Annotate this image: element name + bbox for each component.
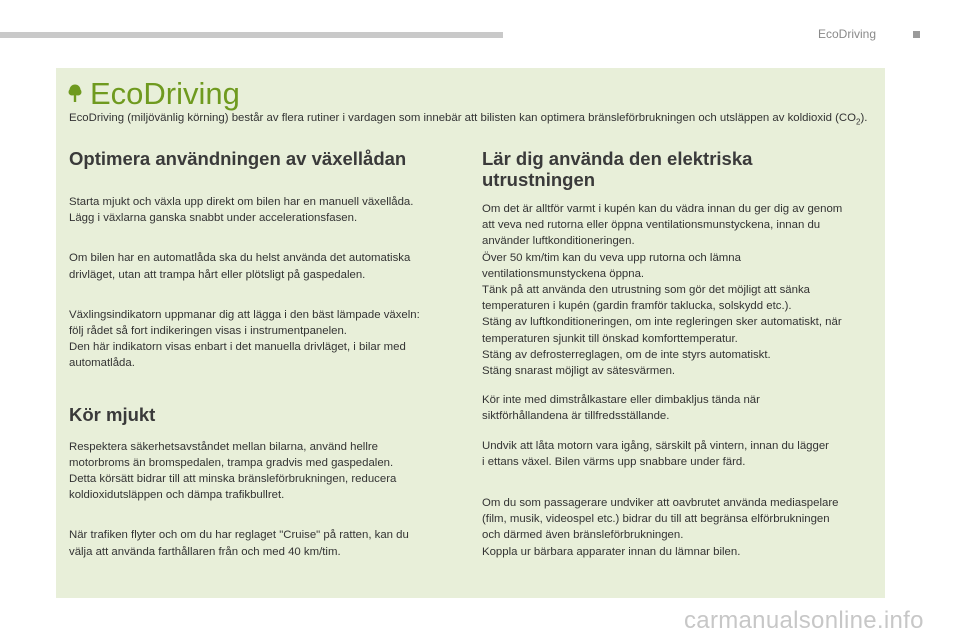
electric-paragraph-1: Om det är alltför varmt i kupén kan du vädra innan du ger dig av genom att veva ned rutorna eller öppna ventilationsmunstyckena, innan du använder luftkonditioneringen. Över 50 km/tim kan du veva upp rutorna och lämna ventilationsmunstyckena öppna. Tänk på att använda den utrustning som gör det möjligt att sänka temperaturen i kupén (gardin framför taklucka, solskydd etc.). Stäng av luftkonditioneringen, om inte regleringen sker automatiskt, när temperaturen sjunkit till önskad komforttemperatur. Stäng av defrosterreglagen, om de inte styrs automatiskt. Stäng snarast möjligt av sätesvärmen. — [482, 203, 843, 378]
running-header: EcoDriving — [818, 27, 877, 41]
electric-paragraph-4: Om du som passagerare undviker att oavbrutet använda mediaspelare (film, musik, videospel etc.) bidrar du till att begränsa elförbrukningen och därmed även bränsleförbrukningen. Koppla ur bärbara apparater innan du lämnar bilen. — [482, 497, 839, 558]
gear-paragraph-1: Starta mjukt och växla upp direkt om bilen har en manuell växellåda. Lägg i växlarna ganska snabbt under accelerationsfasen. — [69, 196, 414, 225]
right-column — [482, 148, 877, 560]
gear-paragraph-2: Om bilen har en automatlåda ska du helst använda det automatiska drivläget, utan att trampa hårt eller plötsligt på gaspedalen. — [69, 252, 411, 281]
smooth-paragraph-1: Respektera säkerhetsavståndet mellan bilarna, använd hellre motorbroms än bromspedalen, trampa gradvis med gaspedalen. Detta körsätt bidrar till att minska bränsleförbrukningen, reducera koldioxidutsläppen och dämpa trafikbullret. — [69, 440, 397, 502]
gear-paragraph-3: Växlingsindikatorn uppmanar dig att lägga i den bäst lämpade växeln: följ rådet så fort indikeringen visas i instrumentpanelen. Den här indikatorn visas enbart i det manuella drivläget, i bilar med automatlåda. — [69, 308, 420, 370]
section-heading-gear: Optimera användningen av växellådan — [69, 148, 407, 169]
electric-paragraph-3: Undvik att låta motorn vara igång, särskilt på vintern, innan du lägger i ettans växel. Bilen värms upp snabbare under färd. — [482, 439, 829, 468]
section-heading-smooth: Kör mjukt — [69, 403, 156, 425]
left-column — [69, 148, 459, 560]
section-heading-electric: Lär dig använda den elektriska utrustningen — [482, 148, 753, 190]
tree-icon — [68, 84, 82, 102]
square-marker-icon — [913, 31, 920, 38]
watermark-text: carmanualsonline.info — [684, 607, 924, 634]
intro-text: EcoDriving (miljövänlig körning) består av flera rutiner i vardagen som innebär att bilisten kan optimera bränsleförbrukningen och utsläppen av koldioxid $(CO_2)$. — [69, 112, 868, 127]
top-rule — [0, 32, 503, 38]
electric-paragraph-2: Kör inte med dimstrålkastare eller dimbakljus tända när siktförhållandena är tillfredsställande. — [482, 394, 760, 423]
smooth-paragraph-2: När trafiken flyter och om du har reglaget "Cruise" på ratten, kan du välja att använda farthållaren från och med 40 km/tim. — [69, 529, 409, 558]
page-title: EcoDriving — [90, 76, 240, 111]
